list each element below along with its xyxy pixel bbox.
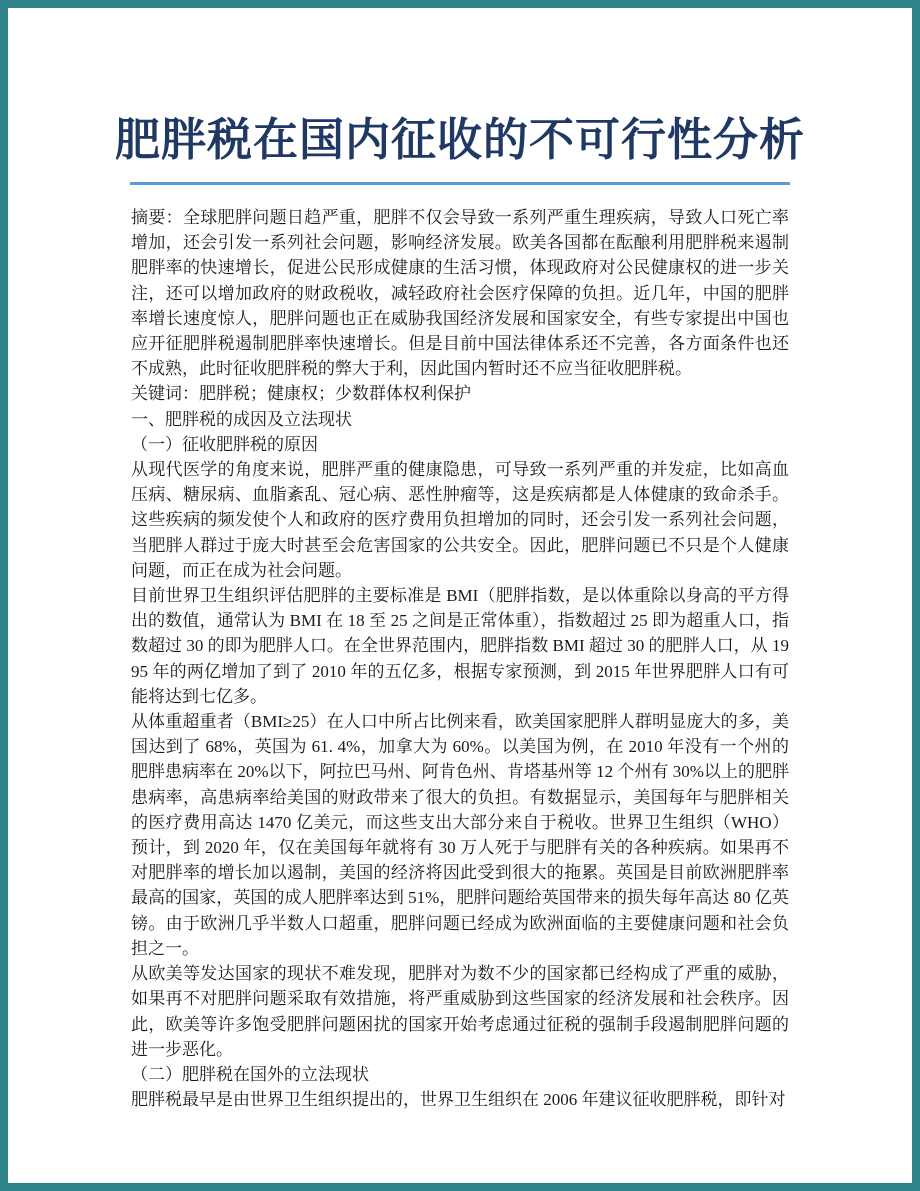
section-1-heading: 一、肥胖税的成因及立法现状 (131, 409, 352, 429)
body-paragraph: 从体重超重者（BMI≥25）在人口中所占比例来看，欧美国家肥胖人群明显庞大的多，美国达到了 68%，英国为 61. 4%，加拿大为 60%。以美国为例，在 2010 年没有一个州的肥胖患病率在 20%以下，阿拉巴马州、阿肯色州、肯塔基州等 12 个州有 30%以上的肥胖患病率，高患病率给美国的财政带来了很大的负担。有数据显示，美国每年与肥胖相关的医疗费用高达 1470 亿美元，而这些支出大部分来自于税收。世界卫生组织（WHO）预计，到 2020 年，仅在美国每年就将有 30 万人死于与肥胖有关的各种疾病。如果再不对肥胖率的增长加以遏制，美国的经济将因此受到很大的拖累。英国是目前欧洲肥胖率最高的国家，英国的成人肥胖率达到 51%，肥胖问题给英国带来的损失每年高达 80 亿英镑。由于欧洲几乎半数人口超重，肥胖问题已经成为欧洲面临的主要健康问题和社会负担之一。 (131, 712, 789, 958)
subsection-1-2-heading: （二）肥胖税在国外的立法现状 (131, 1064, 369, 1084)
subsection-1-1-heading: （一）征收肥胖税的原因 (131, 434, 318, 454)
title-divider (130, 182, 790, 185)
body-paragraph: 从欧美等发达国家的现状不难发现，肥胖对为数不少的国家都已经构成了严重的威胁，如果再不对肥胖问题采取有效措施，将严重威胁到这些国家的经济发展和社会秩序。因此，欧美等许多饱受肥胖问题困扰的国家开始考虑通过征税的强制手段遏制肥胖问题的进一步恶化。 (131, 964, 789, 1059)
abstract-paragraph: 摘要：全球肥胖问题日趋严重，肥胖不仅会导致一系列严重生理疾病，导致人口死亡率增加，还会引发一系列社会问题，影响经济发展。欧美各国都在酝酿利用肥胖税来遏制肥胖率的快速增长，促进公民形成健康的生活习惯，体现政府对公民健康权的进一步关注，还可以增加政府的财政税收，减轻政府社会医疗保障的负担。近几年，中国的肥胖率增长速度惊人，肥胖问题也正在威胁我国经济发展和国家安全，有些专家提出中国也应开征肥胖税遏制肥胖率快速增长。但是目前中国法律体系还不完善，各方面条件也还不成熟，此时征收肥胖税的弊大于利，因此国内暂时还不应当征收肥胖税。 (131, 208, 789, 379)
keywords-line: 关键词：肥胖税；健康权；少数群体权利保护 (131, 384, 471, 404)
body-paragraph: 目前世界卫生组织评估肥胖的主要标准是 BMI（肥胖指数，是以体重除以身高的平方得出的数值，通常认为 BMI 在 18 至 25 之间是正常体重），指数超过 25 即为超重人口，指数超过 30 的即为肥胖人口。在全世界范围内，肥胖指数 BMI 超过 30 的肥胖人口，从 1995 年的两亿增加了到了 2010 年的五亿多，根据专家预测，到 2015 年世界肥胖人口有可能将达到七亿多。 (131, 586, 789, 706)
body-paragraph: 从现代医学的角度来说，肥胖严重的健康隐患，可导致一系列严重的并发症，比如高血压病、糖尿病、血脂紊乱、冠心病、恶性肿瘤等，这是疾病都是人体健康的致命杀手。这些疾病的频发使个人和政府的医疗费用负担增加的同时，还会引发一系列社会问题，当肥胖人群过于庞大时甚至会危害国家的公共安全。因此，肥胖问题已不只是个人健康问题，而正在成为社会问题。 (131, 460, 789, 580)
document-body (131, 205, 789, 1112)
body-paragraph: 肥胖税最早是由世界卫生组织提出的，世界卫生组织在 2006 年建议征收肥胖税，即针对 (131, 1090, 786, 1110)
document-title: 肥胖税在国内征收的不可行性分析 (114, 114, 805, 165)
